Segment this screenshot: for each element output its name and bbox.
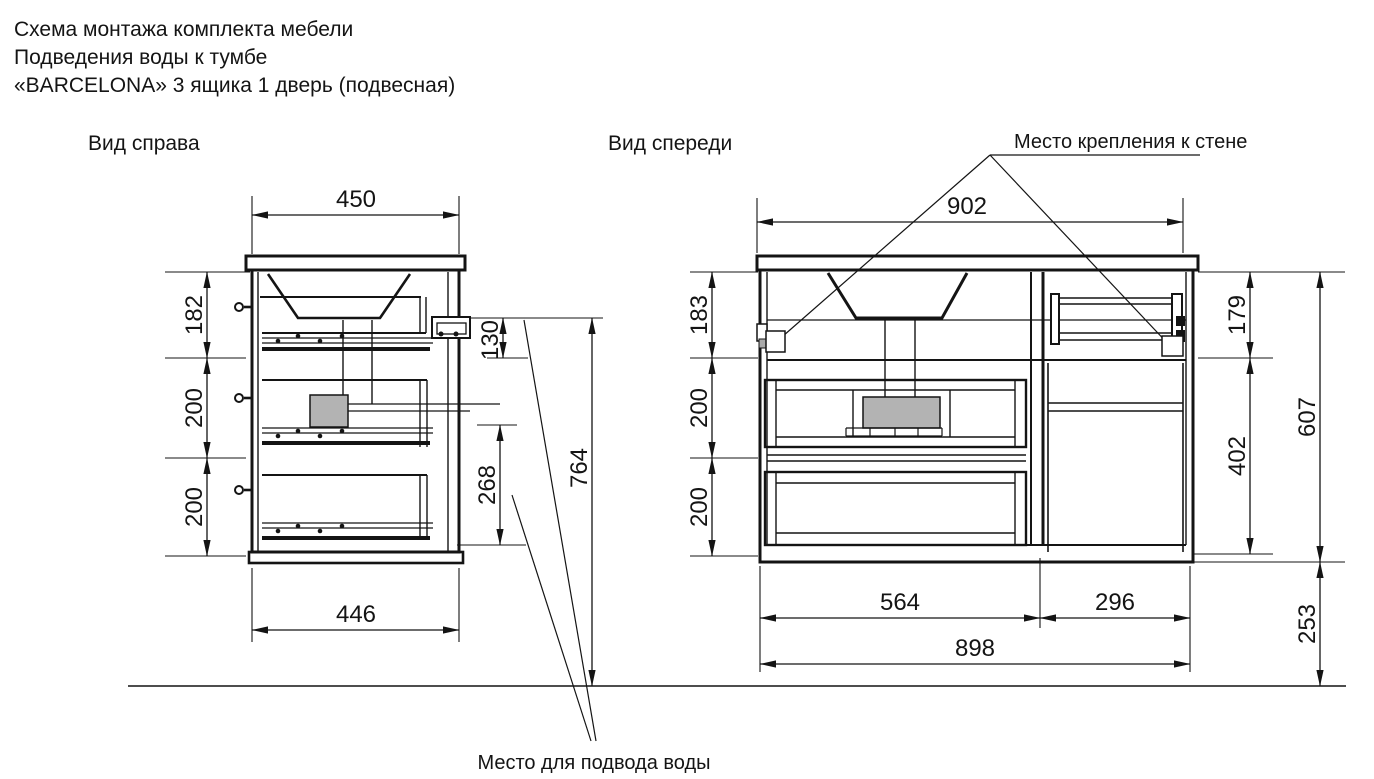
side-drawer1-back (420, 297, 426, 333)
dim-front-bottom-total: 898 (954, 635, 996, 662)
dim-side-h1: 182 (181, 294, 208, 336)
front-door (1048, 363, 1183, 552)
front-view-cabinet (757, 256, 1198, 562)
dim-front-floor-clearance: 253 (1294, 603, 1321, 645)
wall-mount-leader-right (990, 155, 1172, 348)
front-siphon-box (863, 397, 940, 428)
front-view-label: Вид спереди (608, 132, 733, 155)
side-wall-bracket (432, 317, 470, 338)
title-line-2: Подведения воды к тумбе (14, 46, 268, 69)
side-siphon-box (310, 395, 348, 427)
dim-front-h2: 200 (686, 387, 713, 429)
front-wall-bracket-left (757, 324, 785, 352)
title-block (14, 18, 455, 97)
dim-front-bottom-left: 564 (879, 589, 921, 616)
dim-front-h1: 183 (686, 294, 713, 336)
side-drawer1-rails (262, 334, 433, 351)
side-drawer-knobs (235, 303, 253, 494)
front-cabinet-body (760, 270, 1193, 562)
dim-front-h3: 200 (686, 486, 713, 528)
side-view-label: Вид справа (88, 132, 200, 155)
dim-front-cabinet-height: 607 (1294, 396, 1321, 438)
side-view-cabinet (235, 256, 500, 563)
side-drawer3-rails (262, 523, 433, 540)
title-line-1: Схема монтажа комплекта мебели (14, 18, 354, 41)
dim-front-right-top: 179 (1224, 294, 1251, 336)
front-siphon-base (846, 428, 942, 436)
front-drain-pipe (885, 320, 915, 397)
dim-side-bottom-width: 446 (335, 601, 377, 628)
dim-front-top-width: 902 (946, 193, 988, 220)
title-line-3: «BARCELONA» 3 ящика 1 дверь (подвесная) (14, 74, 456, 97)
side-drawer2-rails (262, 428, 433, 445)
water-supply-leader-2 (512, 495, 591, 741)
front-countertop (757, 256, 1198, 270)
dim-side-inset-mid: 268 (474, 464, 501, 506)
dim-side-inset-top: 130 (477, 319, 504, 361)
front-sink-basin (828, 273, 967, 318)
dim-side-top-width: 450 (335, 186, 377, 213)
water-supply-annotation (477, 320, 710, 774)
dim-side-total-height: 764 (566, 447, 593, 489)
wall-mount-leader-left (775, 155, 990, 343)
side-countertop (246, 256, 465, 270)
dim-front-bottom-right: 296 (1094, 589, 1136, 616)
dim-side-h2: 200 (181, 387, 208, 429)
front-drawer-gap-lines (767, 455, 1026, 461)
front-bottom-drawer (765, 472, 1026, 545)
dim-side-h3: 200 (181, 486, 208, 528)
water-supply-label: Место для подвода воды (477, 752, 711, 774)
side-cabinet-bottom-slab (249, 552, 463, 563)
wall-mount-label: Место крепления к стене (1014, 131, 1248, 153)
front-cabinet-inner-walls (767, 272, 1186, 545)
side-water-connection-lines (348, 404, 500, 411)
water-supply-leader-1 (524, 320, 596, 741)
dim-front-right-mid: 402 (1224, 435, 1251, 477)
side-view-dimensions (165, 186, 603, 686)
side-drawer2-back (420, 380, 427, 447)
